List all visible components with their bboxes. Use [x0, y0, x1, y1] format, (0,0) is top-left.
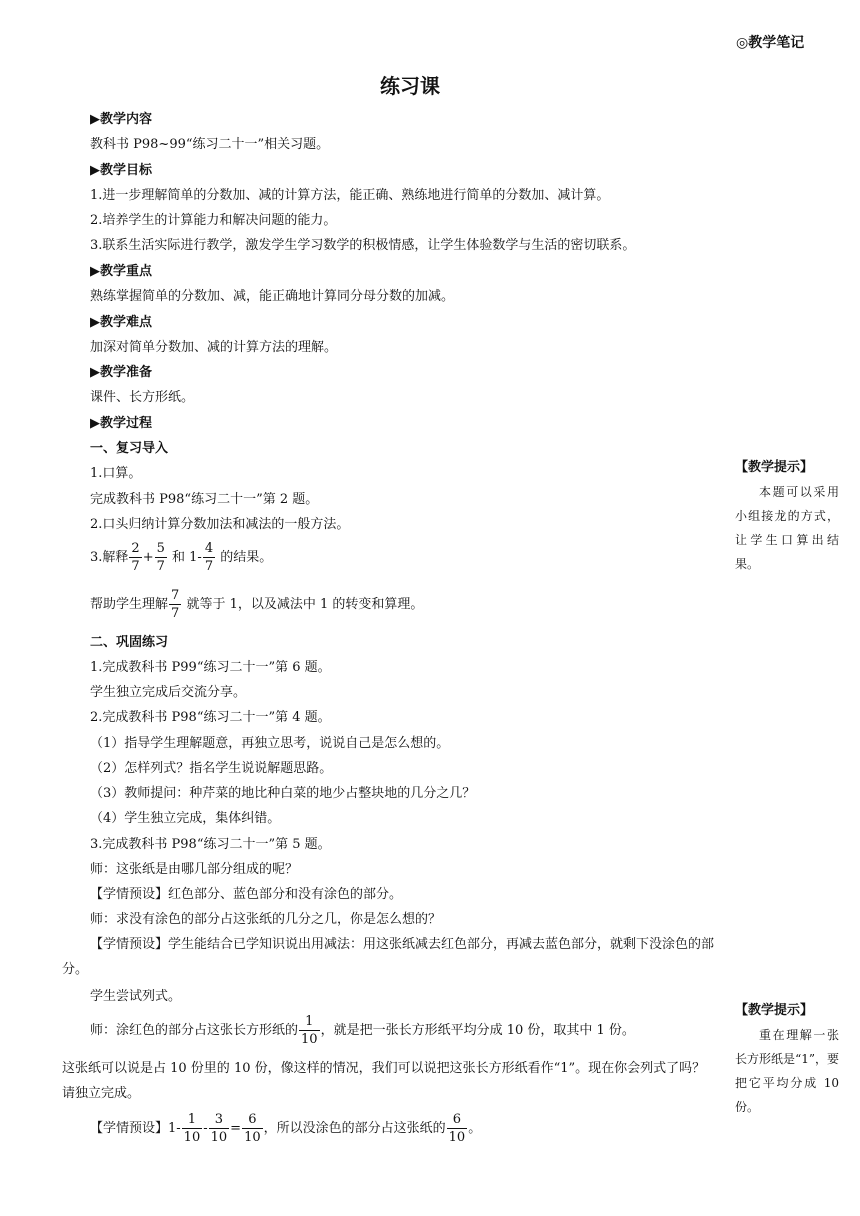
- denominator: 10: [183, 1130, 201, 1145]
- section-heading-difficulties: ▶教学难点: [90, 315, 152, 330]
- subheading-review: 一、复习导入: [90, 441, 169, 456]
- tip-text: 本题可以采用小组接龙的方式，让学生口算出结果。: [735, 485, 839, 571]
- review-fraction-line: [90, 540, 272, 575]
- denominator: 10: [210, 1130, 228, 1145]
- denominator: 10: [301, 1032, 318, 1047]
- practice-line: 学生尝试列式。: [90, 989, 182, 1004]
- practice-fraction-line: [90, 1013, 635, 1048]
- practice-line: （3）教师提问：种芹菜的地比种白菜的地少占整块地的几分之几？: [90, 786, 476, 801]
- numerator: 7: [171, 588, 180, 603]
- tip-text: 重在理解一张长方形纸是“1”，要把它平均分成 10 份。: [735, 1028, 839, 1114]
- numerator: 5: [156, 541, 165, 556]
- goal-item: 2.培养学生的计算能力和解决问题的能力。: [90, 213, 337, 228]
- operator: -: [203, 1121, 208, 1136]
- section-heading-goals: ▶教学目标: [90, 163, 152, 178]
- practice-paragraph: 【学情预设】学生能结合已学知识说出用减法：用这张纸减去红色部分，再减去蓝色部分，就剩下没涂色的部分。: [62, 937, 715, 977]
- text-span: 【学情预设】1-: [90, 1121, 181, 1136]
- goal-item: 3.联系生活实际进行教学，激发学生学习数学的积极情感，让学生体验数学与生活的密切联系。: [90, 238, 636, 253]
- text-span: 。: [468, 1121, 482, 1136]
- review-line: 2.口头归纳计算分数加法和减法的一般方法。: [90, 517, 350, 532]
- text-span: ，所以没涂色的部分占这张纸的: [263, 1121, 446, 1136]
- difficulties-text: 加深对简单分数加、减的计算方法的理解。: [90, 340, 338, 355]
- tip-heading: 【教学提示】: [735, 460, 814, 475]
- goal-item: 1.进一步理解简单的分数加、减的计算方法，能正确、熟练地进行简单的分数加、减计算。: [90, 188, 610, 203]
- numerator: 1: [182, 1111, 203, 1129]
- text-span: 和 1-: [172, 550, 202, 565]
- review-line: 完成教科书 P98“练习二十一”第 2 题。: [90, 492, 319, 507]
- content-text: 教科书 P98~99“练习二十一”相关习题。: [90, 137, 330, 152]
- practice-line: 2.完成教科书 P98“练习二十一”第 4 题。: [90, 710, 331, 725]
- numerator: 1: [299, 1013, 320, 1031]
- text-span: 就等于 1，以及减法中 1 的转变和算理。: [186, 597, 424, 612]
- practice-paragraph: 这张纸可以说是占 10 份里的 10 份，像这样的情况，我们可以说把这张长方形纸看作“1”。现在你会列式了吗？请独立完成。: [62, 1061, 706, 1101]
- numerator: 6: [242, 1111, 263, 1129]
- teaching-notes-header: ◎教学笔记: [736, 35, 805, 51]
- teaching-tip-2: [735, 999, 839, 1119]
- practice-line: 师：求没有涂色的部分占这张纸的几分之几，你是怎么想的？: [90, 912, 442, 927]
- operator: +: [142, 550, 154, 565]
- denominator: 7: [156, 559, 165, 574]
- practice-fraction-line: [90, 1111, 481, 1146]
- denominator: 7: [204, 559, 214, 574]
- numerator: 2: [131, 541, 140, 556]
- subheading-practice: 二、巩固练习: [90, 635, 169, 650]
- operator: =: [230, 1121, 242, 1136]
- practice-line: （2）怎样列式？指名学生说说解题思路。: [90, 761, 333, 776]
- numerator: 4: [204, 541, 214, 556]
- practice-line: 学生独立完成后交流分享。: [90, 685, 247, 700]
- key-points-text: 熟练掌握简单的分数加、减，能正确地计算同分母分数的加减。: [90, 289, 455, 304]
- review-fraction-line: [90, 587, 423, 622]
- practice-line: 3.完成教科书 P98“练习二十一”第 5 题。: [90, 837, 331, 852]
- section-heading-prep: ▶教学准备: [90, 365, 152, 380]
- practice-line: 1.完成教科书 P99“练习二十一”第 6 题。: [90, 660, 331, 675]
- text-span: ，就是把一张长方形纸平均分成 10 份，取其中 1 份。: [320, 1023, 635, 1038]
- denominator: 10: [244, 1130, 261, 1145]
- text-span: 的结果。: [220, 550, 273, 565]
- practice-line: （4）学生独立完成，集体纠错。: [90, 811, 281, 826]
- fraction: [242, 1111, 263, 1146]
- denominator: 7: [131, 559, 140, 574]
- fraction: [129, 540, 141, 575]
- teaching-tip-1: [735, 456, 839, 576]
- fraction: [209, 1111, 230, 1146]
- section-heading-process: ▶教学过程: [90, 416, 152, 431]
- fraction: [169, 587, 181, 622]
- section-heading-content: ▶教学内容: [90, 112, 152, 127]
- denominator: 10: [448, 1130, 466, 1145]
- practice-line: 师：这张纸是由哪几部分组成的呢？: [90, 862, 299, 877]
- text-span: 3.解释: [90, 550, 129, 565]
- text-span: 帮助学生理解: [90, 597, 169, 612]
- numerator: 3: [209, 1111, 230, 1129]
- numerator: 6: [447, 1111, 468, 1129]
- practice-line: 【学情预设】红色部分、蓝色部分和没有涂色的部分。: [90, 887, 403, 902]
- fraction: [447, 1111, 468, 1146]
- practice-line: （1）指导学生理解题意，再独立思考，说说自己是怎么想的。: [90, 736, 450, 751]
- fraction: [182, 1111, 203, 1146]
- prep-text: 课件、长方形纸。: [90, 390, 195, 405]
- text-span: 师：涂红色的部分占这张长方形纸的: [90, 1023, 299, 1038]
- fraction: [203, 540, 215, 575]
- tip-heading: 【教学提示】: [735, 1003, 814, 1018]
- fraction: [155, 540, 167, 575]
- fraction: [299, 1013, 320, 1048]
- denominator: 7: [171, 606, 180, 621]
- review-line: 1.口算。: [90, 466, 142, 481]
- section-heading-key-points: ▶教学重点: [90, 264, 152, 279]
- page-title: 练习课: [380, 74, 440, 98]
